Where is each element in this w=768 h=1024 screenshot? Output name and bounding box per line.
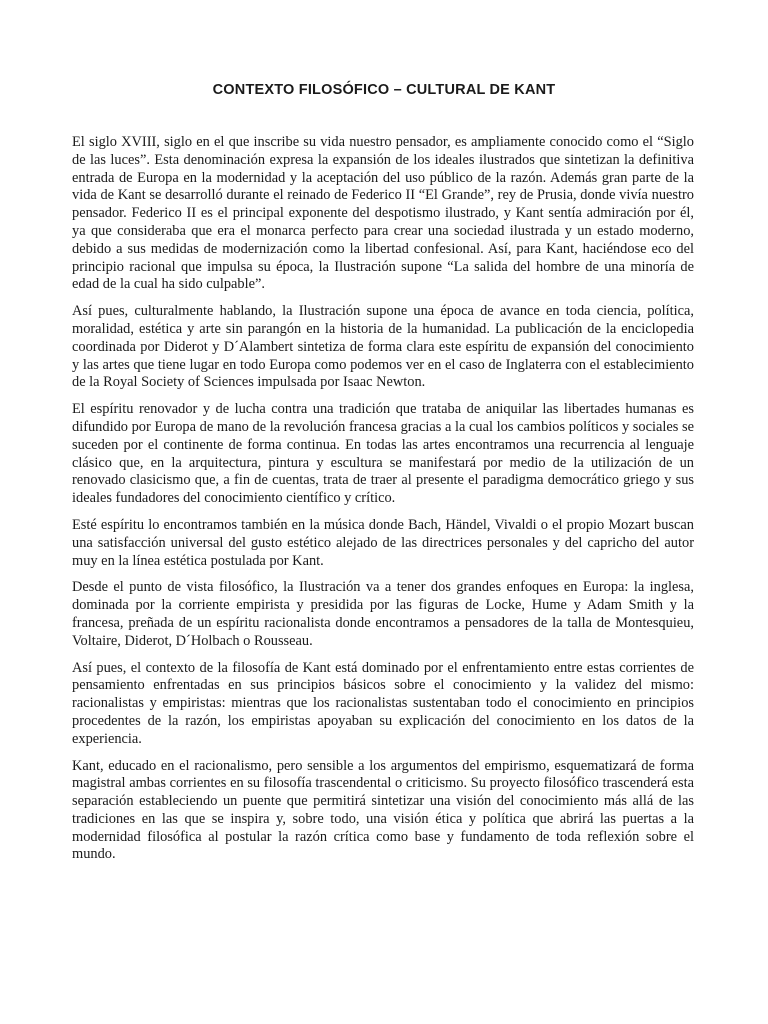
document-title: CONTEXTO FILOSÓFICO – CULTURAL DE KANT <box>212 82 556 98</box>
paragraph-enfoques-filosoficos: Desde el punto de vista filosófico, la Ilustración va a tener dos grandes enfoques en Europa: la inglesa, dominada por la corriente empirista y presidida por las figuras de Locke, Hume y Adam Smith y la francesa, preñada de un espíritu racionalista donde encontramos a pensadores de la talla de Montesquieu, Voltaire, Diderot, D´Holbach o Rousseau. <box>72 579 694 649</box>
paragraph-espiritu-renovador: El espíritu renovador y de lucha contra una tradición que trataba de aniquilar las libertades humanas es difundido por Europa de mano de la revolución francesa gracias a la cual los cambios políticos y sociales se suceden por el continente de forma continua. En todas las artes encontramos una recurrencia al lenguaje clásico que, en la arquitectura, pintura y escultura se manifestará por medio de la utilización de un renovado clasicismo que, a fin de cuentas, trata de traer al presente el paradigma democrático griego y sus ideales fundadores del conocimiento científico y crítico. <box>72 401 694 507</box>
paragraph-musica: Esté espíritu lo encontramos también en la música donde Bach, Händel, Vivaldi o el propio Mozart buscan una satisfacción universal del gusto estético alejado de las directrices personales y del capricho del autor muy en la línea estética postulada por Kant. <box>72 516 694 569</box>
paragraph-siglo-xviii: El siglo XVIII, siglo en el que inscribe su vida nuestro pensador, es ampliamente conocido como el “Siglo de las luces”. Esta denominación expresa la expansión de los ideales ilustrados que sintetizan la definitiva entrada de Europa en la modernidad y la aceptación del uso público de la razón. Además gran parte de la vida de Kant se desarrolló durante el reinado de Federico II “El Grande”, rey de Prusia, donde vivía nuestro pensador. Federico II es el principal exponente del despotismo ilustrado, y Kant sentía admiración por él, ya que consideraba que era el monarca perfecto para crear una sociedad ilustrada y un estado moderno, debido a sus medidas de modernización como la libertad confesional. Así, para Kant, haciéndose eco del principio racional que impulsa su época, la Ilustración supone “La salida del hombre de una minoría de edad de la cual ha sido culpable”. <box>72 134 694 293</box>
paragraph-contexto-kant: Así pues, el contexto de la filosofía de Kant está dominado por el enfrentamiento entre estas corrientes de pensamiento enfrentadas en sus principios básicos sobre el conocimiento y la validez del mismo: racionalistas y empiristas: mientras que los racionalistas sustentaban todo el conocimiento en principios procedentes de la razón, los empiristas apoyaban su explicación del conocimiento en los datos de la experiencia. <box>72 659 694 747</box>
document-body <box>72 134 694 873</box>
paragraph-proyecto-kant: Kant, educado en el racionalismo, pero sensible a los argumentos del empirismo, esquematizará de forma magistral ambas corrientes en su filosofía trascendental o criticismo. Su proyecto filosófico trascenderá esta separación estableciendo un puente que permitirá sintetizar una visión del conocimiento más allá de las tradiciones en las que se inspira y, sobre todo, una visión ética y política que abrirá las puertas a la modernidad filosófica al postular la razón crítica como base y fundamento de toda reflexión sobre el mundo. <box>72 757 694 863</box>
paragraph-ilustracion-cultural: Así pues, culturalmente hablando, la Ilustración supone una época de avance en toda ciencia, política, moralidad, estética y arte sin parangón en la historia de la humanidad. La publicación de la enciclopedia coordinada por Diderot y D´Alambert sintetiza de forma clara este espíritu de expansión del conocimiento y las artes que tiene lugar en todo Europa como podemos ver en el caso de Inglaterra con el establecimiento de la Royal Society of Sciences impulsada por Isaac Newton. <box>72 303 694 391</box>
